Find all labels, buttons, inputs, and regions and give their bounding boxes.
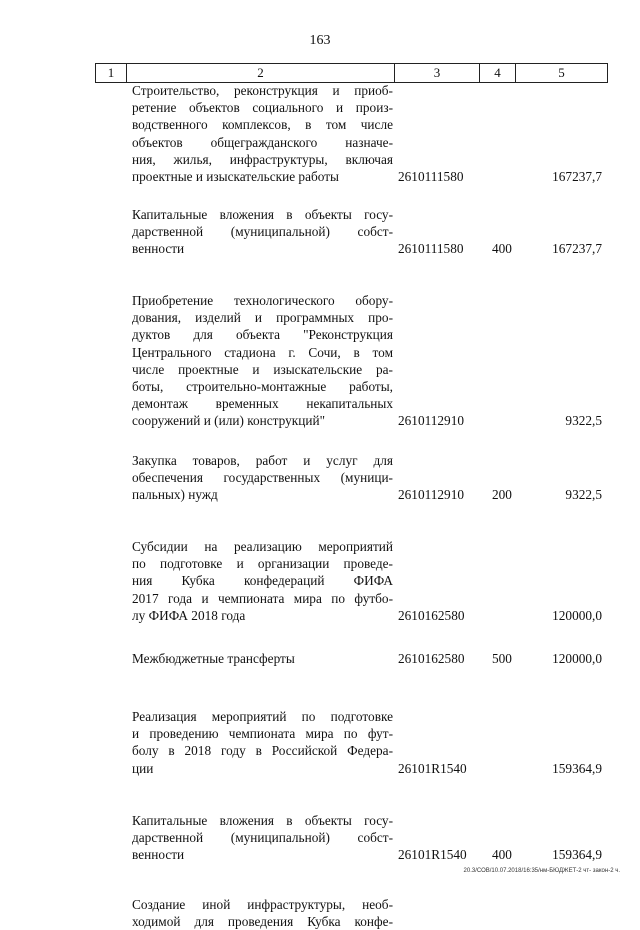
desc-line: болу в 2018 году в Российской Федера- [132, 743, 393, 759]
row-amount: 120000,0 [552, 651, 602, 666]
desc-line: Субсидии на реализацию мероприятий [132, 539, 393, 554]
desc-line: Межбюджетные трансферты [132, 651, 295, 666]
row-kvr: 400 [492, 241, 512, 256]
row-description [132, 452, 393, 504]
desc-line: дарственной (муниципальной) собст- [132, 830, 393, 846]
row-kvr: 200 [492, 487, 512, 502]
row-code: 26101R1540 [398, 761, 467, 776]
row-description [132, 538, 393, 624]
row-amount: 9322,5 [565, 487, 602, 502]
desc-line: лу ФИФА 2018 года [132, 607, 246, 623]
row-amount: 167237,7 [552, 169, 602, 184]
row-amount: 159364,9 [552, 847, 602, 862]
table-header [95, 63, 608, 83]
table-row [0, 196, 640, 288]
table-row [0, 644, 640, 680]
desc-line: Приобретение технологического обору- [132, 293, 393, 308]
desc-line: по подготовке и организации проведе- [132, 556, 393, 572]
footer-note: 20.3/СОВ/10.07.2018/16:35/нм-БЮДЖЕТ-2 чт- закон-2 ч. [463, 868, 620, 874]
row-code: 2610162580 [398, 651, 465, 666]
table-row [0, 82, 640, 196]
desc-line: Строительство, реконструкция и приоб- [132, 83, 393, 98]
row-code: 2610112910 [398, 487, 464, 502]
desc-line: ходимой для проведения Кубка конфе- [132, 914, 393, 930]
desc-line: дарственной (муниципальной) собст- [132, 224, 393, 240]
row-code: 2610162580 [398, 608, 465, 623]
row-amount: 9322,5 [565, 413, 602, 428]
desc-line: ния, жилья, инфраструктуры, включая [132, 151, 393, 167]
desc-line: 2017 года и чемпионата мира по футбо- [132, 590, 393, 606]
table-row [0, 782, 640, 872]
row-description [132, 82, 393, 185]
desc-line: ретение объектов социального и произ- [132, 100, 393, 116]
header-col-2: 2 [126, 64, 394, 82]
table-row [0, 872, 640, 930]
table-row [0, 680, 640, 782]
desc-line: венности [132, 241, 185, 257]
desc-line: Капитальные вложения в объекты госу- [132, 207, 393, 222]
desc-line: проектные и изыскательские работы [132, 169, 339, 185]
row-code: 2610111580 [398, 169, 464, 184]
row-description [132, 206, 393, 258]
desc-line: демонтаж временных некапитальных [132, 396, 393, 412]
desc-line: водственного комплексов, в том числе [132, 117, 393, 133]
table-row [0, 288, 640, 452]
desc-line: пальных) нужд [132, 487, 218, 503]
desc-line: венности [132, 847, 185, 863]
row-kvr: 500 [492, 651, 512, 666]
header-col-3: 3 [394, 64, 479, 82]
desc-line: и проведению чемпионата мира по фут- [132, 726, 393, 742]
row-description [132, 812, 393, 864]
desc-line: Капитальные вложения в объекты госу- [132, 813, 393, 828]
desc-line: числе проектные и изыскательские ра- [132, 361, 393, 377]
row-code: 2610112910 [398, 413, 464, 428]
budget-table-body [0, 82, 640, 930]
desc-line: ния Кубка конфедераций ФИФА [132, 573, 393, 589]
header-col-1: 1 [95, 64, 126, 82]
row-code: 26101R1540 [398, 847, 467, 862]
header-col-5: 5 [515, 64, 608, 82]
row-amount: 159364,9 [552, 761, 602, 776]
header-col-4: 4 [479, 64, 515, 82]
desc-line: Создание иной инфраструктуры, необ- [132, 897, 393, 912]
row-amount: 120000,0 [552, 608, 602, 623]
row-description [132, 650, 393, 667]
desc-line: дования, изделий и программных про- [132, 310, 393, 326]
desc-line: объектов общегражданского назначе- [132, 134, 393, 150]
row-amount: 167237,7 [552, 241, 602, 256]
desc-line: обеспечения государственных (муници- [132, 470, 393, 486]
desc-line: ции [132, 760, 154, 776]
page-number: 163 [309, 33, 331, 48]
desc-line: дуктов для объекта "Реконструкция [132, 327, 393, 343]
table-row [0, 452, 640, 538]
desc-line: Реализация мероприятий по подготовке [132, 709, 393, 724]
row-code: 2610111580 [398, 241, 464, 256]
desc-line: Закупка товаров, работ и услуг для [132, 453, 393, 468]
row-description [132, 708, 393, 777]
row-kvr: 400 [492, 847, 512, 862]
row-description [132, 896, 393, 930]
desc-line: сооружений и (или) конструкций" [132, 413, 325, 429]
row-description [132, 292, 393, 430]
desc-line: боты, строительно-монтажные работы, [132, 379, 393, 395]
desc-line: Центрального стадиона г. Сочи, в том [132, 344, 393, 360]
table-row [0, 538, 640, 644]
